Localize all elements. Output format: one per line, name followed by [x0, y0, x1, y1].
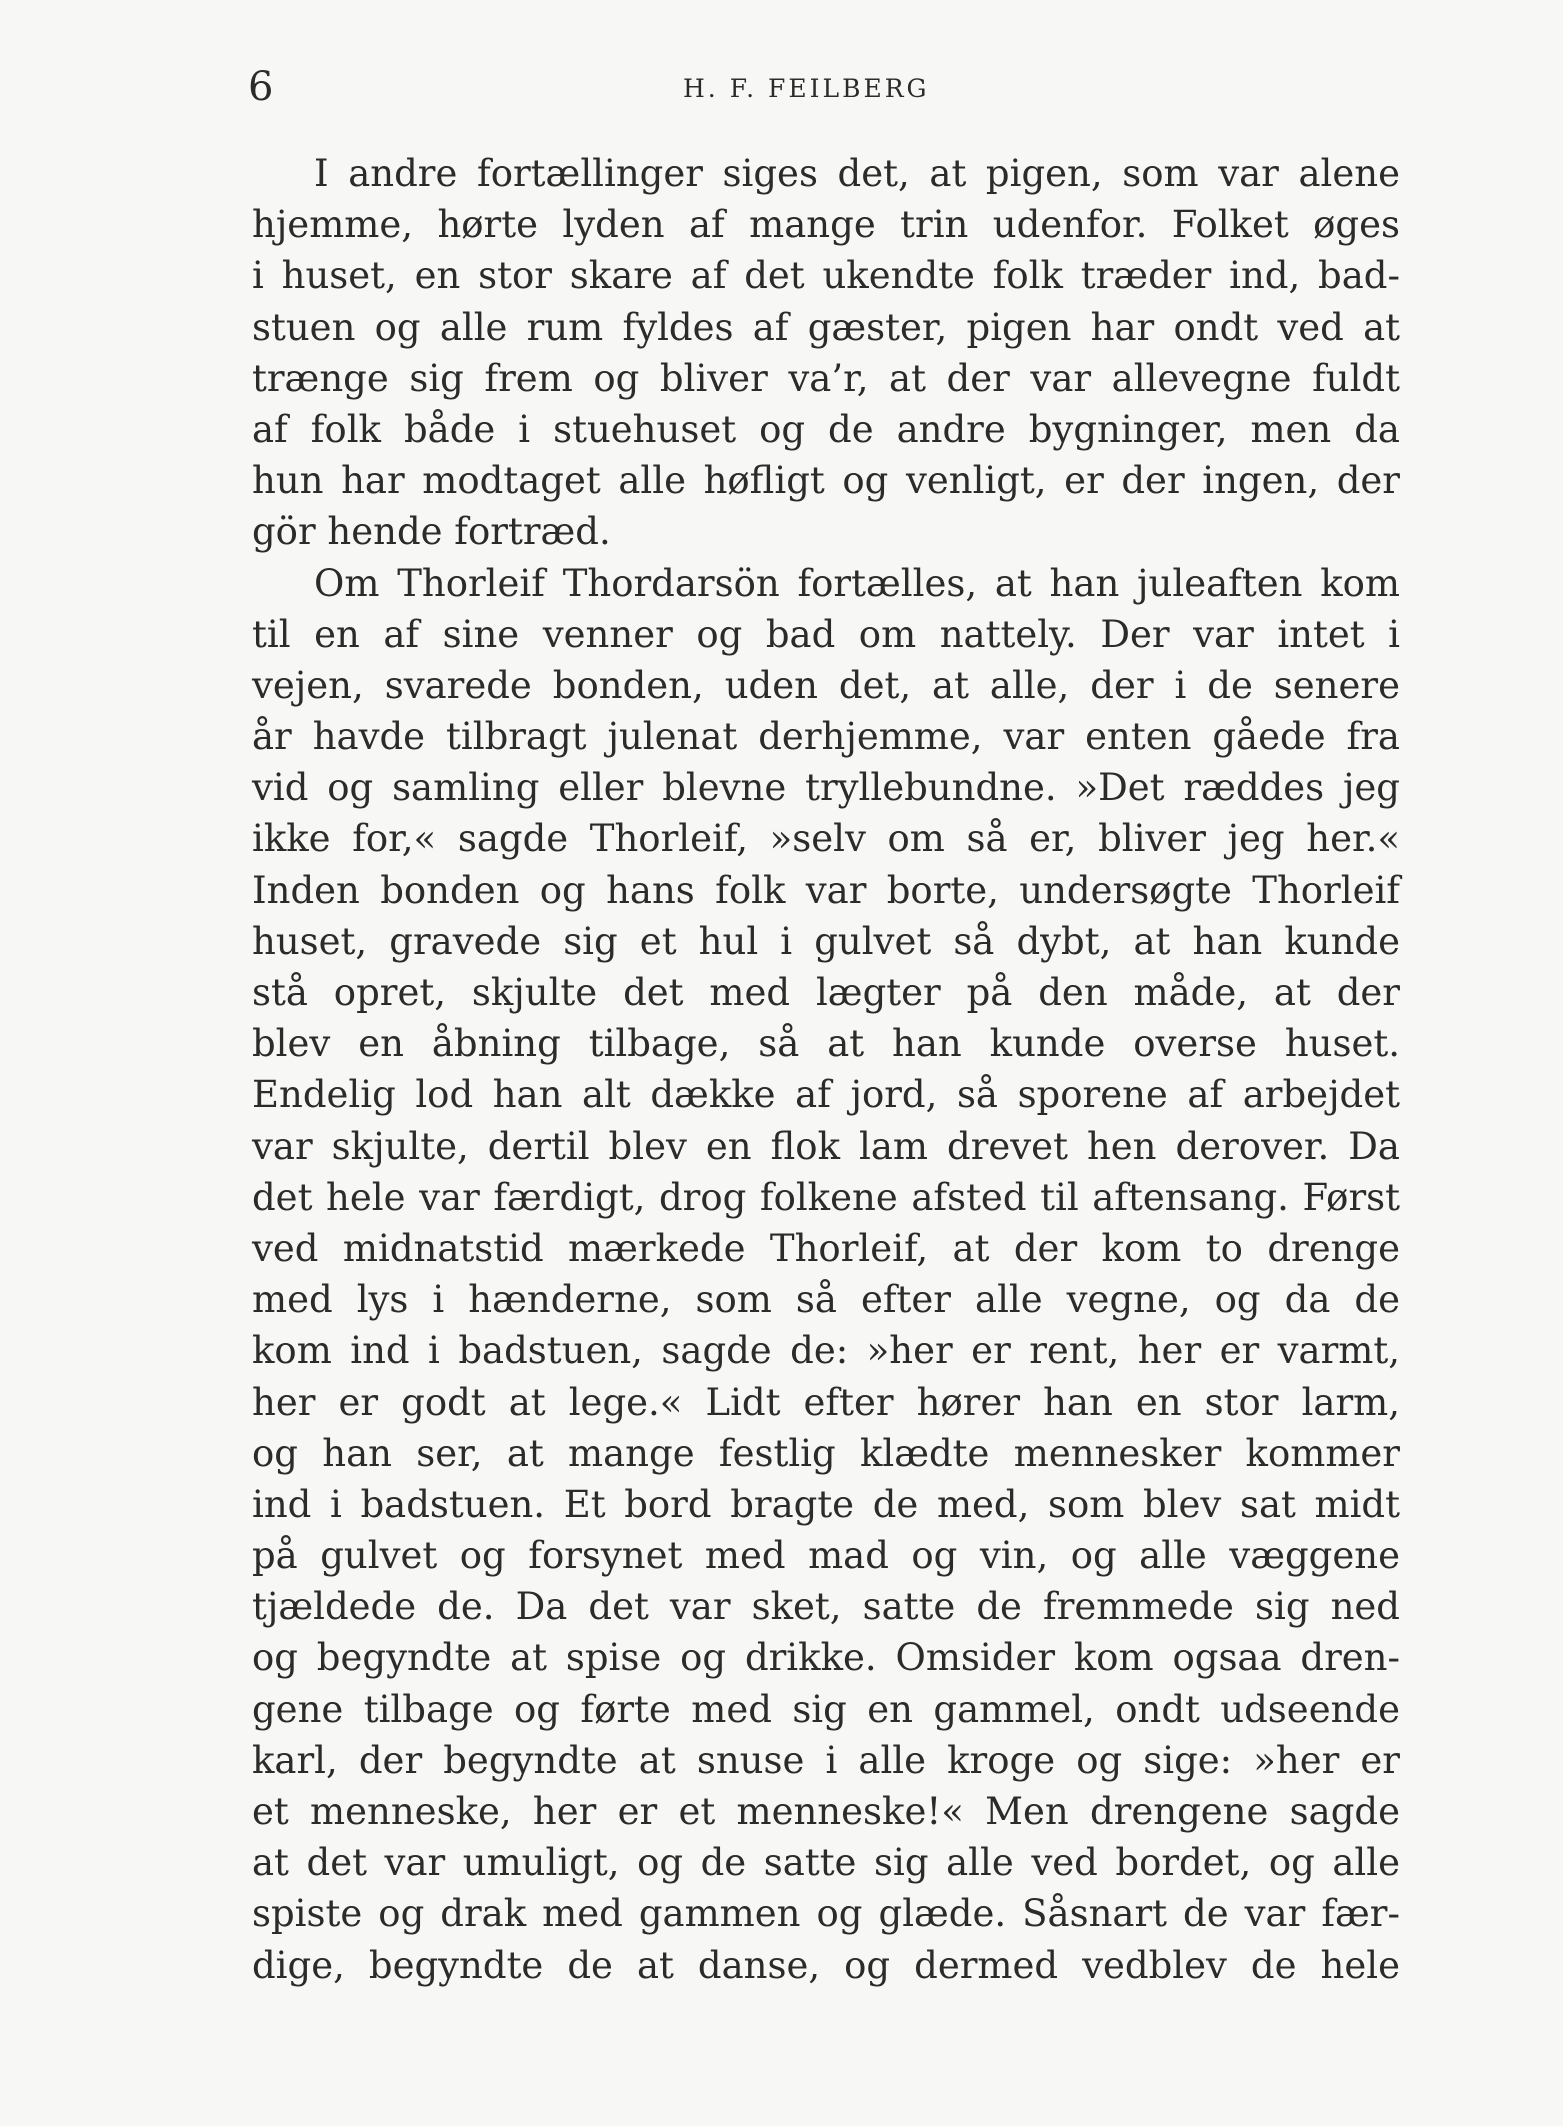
text-line: og begyndte at spise og drikke. Omsider kom ogsaa dren-	[252, 1636, 1400, 1680]
text-line: her er godt at lege.« Lidt efter hører han en stor larm,	[252, 1380, 1400, 1424]
text-line: og han ser, at mange festlig klædte mennesker kommer	[252, 1431, 1400, 1475]
body-text	[252, 148, 1400, 1991]
text-line: ikke for,« sagde Thorleif, »selv om så er, bliver jeg her.«	[252, 817, 1400, 861]
text-line: spiste og drak med gammen og glæde. Såsnart de var fær-	[252, 1892, 1400, 1936]
text-line: blev en åbning tilbage, så at han kunde overse huset.	[252, 1022, 1400, 1066]
text-line: tjældede de. Da det var sket, satte de fremmede sig ned	[252, 1585, 1400, 1629]
text-line: Inden bonden og hans folk var borte, undersøgte Thorleif	[252, 868, 1400, 912]
text-line: var skjulte, dertil blev en flok lam drevet hen derover. Da	[252, 1124, 1400, 1168]
text-line: et menneske, her er et menneske!« Men drengene sagde	[252, 1790, 1400, 1833]
text-line: ved midnatstid mærkede Thorleif, at der kom to drenge	[252, 1226, 1400, 1270]
text-line: hun har modtaget alle høfligt og venligt, er der ingen, der	[252, 459, 1400, 503]
text-line: Om Thorleif Thordarsön fortælles, at han juleaften kom	[314, 561, 1400, 605]
text-line: trænge sig frem og bliver va’r, at der var allevegne fuldt	[252, 356, 1400, 400]
text-line: dige, begyndte de at danse, og dermed vedblev de hele	[252, 1943, 1400, 1987]
text-line: at det var umuligt, og de satte sig alle ved bordet, og alle	[252, 1841, 1400, 1885]
page-header	[248, 62, 1400, 122]
text-line: hjemme, hørte lyden af mange trin udenfor. Folket øges	[252, 203, 1400, 247]
text-line: Endelig lod han alt dække af jord, så sporene af arbejdet	[252, 1073, 1400, 1117]
text-line: gör hende fortræd.	[252, 510, 611, 554]
text-line: på gulvet og forsynet med mad og vin, og alle væggene	[252, 1534, 1400, 1578]
page-number: 6	[248, 64, 274, 110]
text-line: karl, der begyndte at snuse i alle kroge og sige: »her er	[252, 1738, 1400, 1782]
text-line: ind i badstuen. Et bord bragte de med, som blev sat midt	[252, 1482, 1400, 1526]
text-line: til en af sine venner og bad om nattely. Der var intet i	[252, 612, 1400, 656]
text-line: med lys i hænderne, som så efter alle vegne, og da de	[252, 1278, 1400, 1322]
text-line: kom ind i badstuen, sagde de: »her er rent, her er varmt,	[252, 1329, 1400, 1373]
text-line: stuen og alle rum fyldes af gæster, pigen har ondt ved at	[252, 305, 1400, 349]
text-line: stå opret, skjulte det med lægter på den måde, at der	[252, 971, 1400, 1014]
text-line: huset, gravede sig et hul i gulvet så dybt, at han kunde	[252, 919, 1400, 963]
running-head: H. F. FEILBERG	[683, 74, 930, 103]
text-line: i huset, en stor skare af det ukendte folk træder ind, bad-	[252, 254, 1400, 298]
text-line: vejen, svarede bonden, uden det, at alle, der i de senere	[252, 663, 1400, 707]
paragraph	[252, 558, 1400, 1991]
text-line: I andre fortællinger siges det, at pigen, som var alene	[314, 152, 1400, 195]
paragraph	[252, 148, 1400, 558]
text-line: år havde tilbragt julenat derhjemme, var enten gåede fra	[252, 715, 1400, 759]
text-line: af folk både i stuehuset og de andre bygninger, men da	[252, 407, 1400, 451]
text-line: vid og samling eller blevne tryllebundne. »Det ræddes jeg	[252, 766, 1400, 810]
text-line: gene tilbage og førte med sig en gammel, ondt udseende	[252, 1687, 1400, 1731]
text-line: det hele var færdigt, drog folkene afsted til aftensang. Først	[252, 1175, 1400, 1219]
